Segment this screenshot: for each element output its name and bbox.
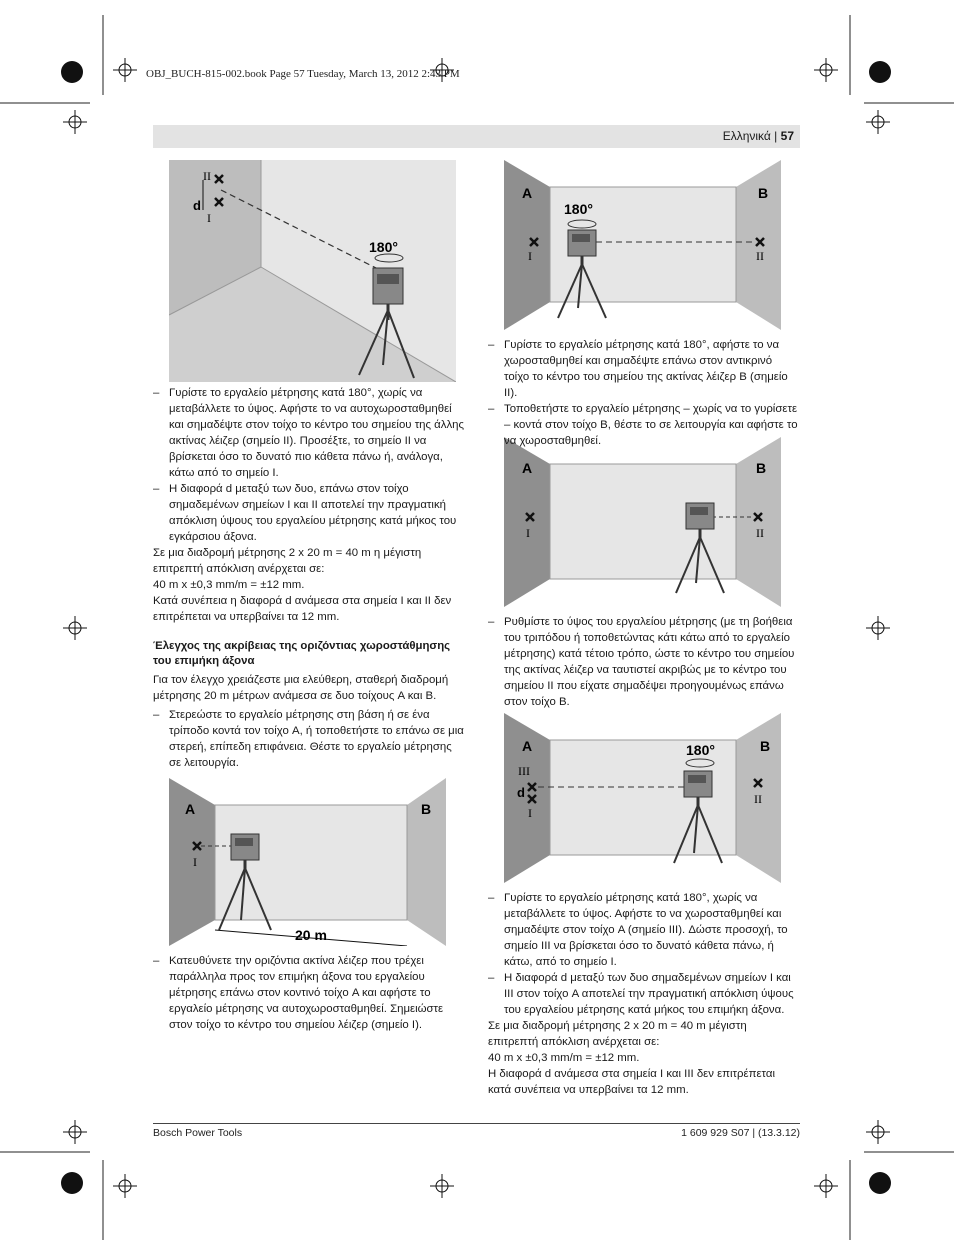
fig4-mark-iii: III — [518, 764, 530, 778]
fig1-diff-d: d — [193, 198, 201, 213]
fig5-mark-i: I — [193, 855, 197, 869]
fig5-distance: 20 m — [295, 927, 327, 943]
page-header — [153, 125, 800, 148]
footer-doc-number: 1 609 929 S07 | (13.3.12) — [681, 1127, 800, 1139]
page-number: 57 — [780, 129, 794, 143]
right-bullet-1: – Γυρίστε το εργαλείο μέτρησης κατά 180°, αφήστε το να χωροσταθμηθεί και σημαδέψτε επάνω στον αντικρινό τοίχο το κέντρο του σημείου της ακτίνας λέιζερ B (σημείο II). — [488, 337, 800, 401]
right-column-block-3 — [488, 890, 800, 1098]
footer-brand: Bosch Power Tools — [153, 1127, 243, 1139]
fig2-wall-a: A — [522, 185, 533, 201]
fig2-mark-ii: II — [756, 249, 764, 263]
left-paragraph-4: Για τον έλεγχο χρειάζεστε μια ελεύθερη, σταθερή διαδρομή μέτρησης 20 m μέτρων ανάμεσα σε δυο τοίχους A και B. — [153, 674, 449, 702]
right-bullet-3: – Ρυθμίστε το ύψος του εργαλείου μέτρησης (με τη βοήθεια του τριπόδου ή τοποθετώντας κάτι κάτω από το εργαλείο μέτρησης) κατά τέτοιο τρόπο, ώστε το κέντρο του σημείου της ακτίνας λέιζερ να ταυτιστεί ακριβώς με το κέντρο του σημείου II που είχατε σημαδέψει προηγουμένως επάνω στον τοίχο B. — [488, 614, 800, 710]
fig1-angle: 180° — [369, 239, 398, 255]
left-bullet-4: – Κατευθύνετε την οριζόντια ακτίνα λέιζερ που τρέχει παράλληλα προς τον επιμήκη άξονα του εργαλείου μέτρησης επάνω στον κοντινό τοίχο A και αφήστε το εργαλείο μέτρησης να αυτοχωροσταθμηθεί. Σημειώστε στον τοίχο το κέντρο του σημείου λέιζερ (σημείο I). — [153, 953, 465, 1033]
right-paragraph-3: Η διαφορά d ανάμεσα στα σημεία I και III δεν επιτρέπεται κατά συνέπεια να υπερβαίνει τα 12 mm. — [488, 1068, 776, 1096]
left-paragraph-2: 40 m x ±0,3 mm/m = ±12 mm. — [153, 579, 305, 591]
header-language: Ελληνικά — [722, 129, 771, 143]
figure-cross-axis-check — [169, 160, 456, 382]
fig4-diff-d: d — [517, 785, 525, 800]
left-bullet-3: – Στερεώστε το εργαλείο μέτρησης στη βάση ή σε ένα τρίποδο κοντά τον τοίχο A, ή τοποθετήστε το επάνω σε μια στερεή, επίπεδη επιφάνεια. Θέστε το εργαλείο μέτρησης σε λειτουργία. — [153, 707, 465, 771]
left-column-upper — [153, 385, 465, 771]
section-heading: Έλεγχος της ακρίβειας της οριζόντιας χωροστάθμησης του επιμήκη άξονα — [153, 640, 451, 667]
fig1-mark-ii: II — [203, 169, 211, 183]
right-bullet-2: – Τοποθετήστε το εργαλείο μέτρησης – χωρίς να το γυρίσετε – κοντά στον τοίχο B, θέστε το σε λειτουργία και αφήστε το να χωροσταθμηθεί. — [488, 401, 800, 449]
right-bullet-5: – Η διαφορά d μεταξύ των δυο σημαδεμένων σημείων I και III στον τοίχο A αποτελεί την πραγματική απόκλιση ύψους του εργαλείου μέτρησης κατά μήκος του επιμήκη άξονα. — [488, 970, 800, 1018]
figure-long-axis-wall-b — [504, 437, 781, 607]
figure-long-axis-rotate — [504, 160, 781, 330]
header-language-page — [723, 129, 794, 143]
fig4-mark-i: I — [528, 806, 532, 820]
fig2-mark-i: I — [528, 249, 532, 263]
left-paragraph-1: Σε μια διαδρομή μέτρησης 2 x 20 m = 40 m η μέγιστη επιτρεπτή απόκλιση ανέρχεται σε: — [153, 547, 422, 575]
fig5-wall-a: A — [185, 801, 196, 817]
right-paragraph-2: 40 m x ±0,3 mm/m = ±12 mm. — [488, 1052, 640, 1064]
fig4-wall-a: A — [522, 738, 533, 754]
fig2-wall-b: B — [758, 185, 769, 201]
right-column-block-2 — [488, 614, 800, 710]
fig2-angle: 180° — [564, 201, 593, 217]
fig4-angle: 180° — [686, 742, 715, 758]
right-paragraph-1: Σε μια διαδρομή μέτρησης 2 x 20 m = 40 m μέγιστη επιτρεπτή απόκλιση ανέρχεται σε: — [488, 1020, 747, 1048]
fig1-mark-i: I — [207, 211, 211, 225]
left-bullet-2: – Η διαφορά d μεταξύ των δυο, επάνω στον τοίχο σημαδεμένων σημείων I και II αποτελεί την πραγματική απόκλιση ύψους του εργαλείου μέτρησης κατά μήκος του εγκάρσιου άξονα. — [153, 481, 465, 545]
fig3-wall-a: A — [522, 460, 533, 476]
footer-divider — [153, 1123, 800, 1124]
fig3-mark-i: I — [526, 526, 530, 540]
fig4-mark-ii: II — [754, 792, 762, 806]
left-bullet-1: – Γυρίστε το εργαλείο μέτρησης κατά 180°, χωρίς να μεταβάλλετε το ύψος. Αφήστε το να αυτοχωροσταθμηθεί και σημαδέψτε στον τοίχο το κέντρο του σημείου της άλλης ακτίνας λέιζερ (σημείο II). Προσέξτε, το σημείο II να βρίσκεται όσο το δυνατό πιο κάθετα πάνω ή, ανάλογα, κάτω από το σημείο I. — [153, 385, 465, 481]
left-paragraph-3: Κατά συνέπεια η διαφορά d ανάμεσα στα σημεία I και II δεν επιτρέπεται να υπερβαίνει τα 12 mm. — [153, 595, 452, 623]
fig5-wall-b: B — [421, 801, 432, 817]
fig4-wall-b: B — [760, 738, 771, 754]
right-column-block-1 — [488, 337, 800, 449]
print-info-line: OBJ_BUCH-815-002.book Page 57 Tuesday, March 13, 2012 2:43 PM — [146, 68, 460, 80]
header-separator: | — [770, 129, 781, 143]
right-bullet-4: – Γυρίστε το εργαλείο μέτρησης κατά 180°, χωρίς να μεταβάλλετε το ύψος. Αφήστε το να χωροσταθμηθεί και σημαδέψτε στον τοίχο A (σημείο III). Δώστε προσοχή, το σημείο III να βρίσκεται όσο το δυνατό κάθετα πάνω, ή κάτω, από το σημείο I. — [488, 890, 800, 970]
figure-long-axis-final — [504, 713, 781, 883]
fig3-wall-b: B — [756, 460, 767, 476]
left-column-lower — [153, 953, 465, 1033]
fig3-mark-ii: II — [756, 526, 764, 540]
figure-long-axis-setup — [169, 778, 456, 946]
